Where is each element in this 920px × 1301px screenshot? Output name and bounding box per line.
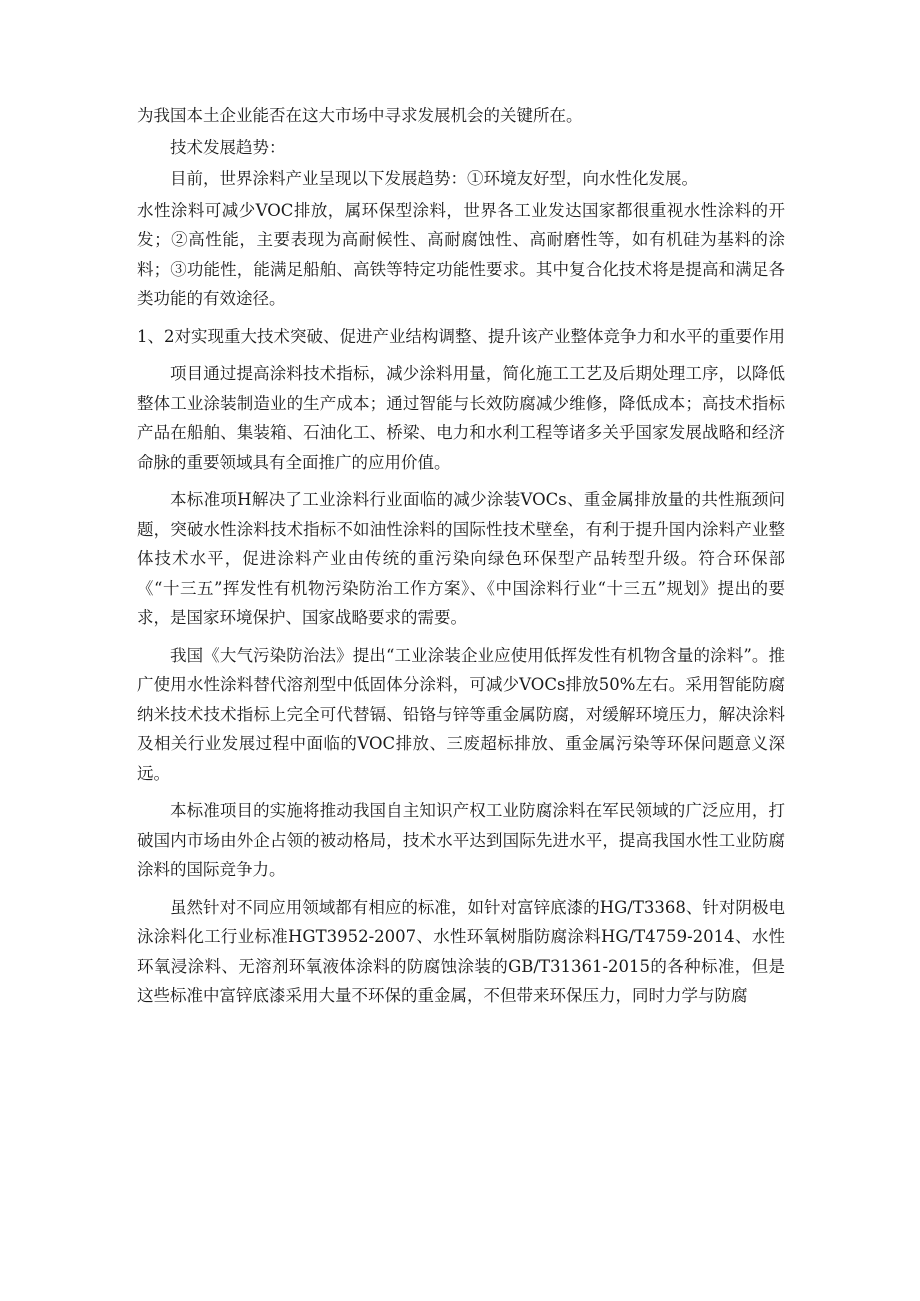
paragraph-standard-solves: 本标准项H解决了工业涂料行业面临的减少涂装VOCs、重金属排放量的共性瓶颈问题，突破水性涂料技术指标不如油性涂料的国际性技术壁垒，有利于提升国内涂料产业整体技术水平，促进涂料产业由传统的重污染向绿色环保型产品转型升级。符合环保部《“十三五”挥发性有机物污染防治工作方案》、《中国涂料行业“十三五”规划》提出的要求，是国家环境保护、国家战略要求的需要。 xyxy=(137,490,785,627)
paragraph-project-benefits: 项目通过提高涂料技术指标，减少涂料用量，简化施工工艺及后期处理工序，以降低整体工业涂装制造业的生产成本；通过智能与长效防腐减少维修，降低成本；高技术指标产品在船舶、集装箱、石油化工、桥梁、电力和水利工程等诸多关乎国家发展战略和经济命脉的重要领域具有全面推广的应用价值。 xyxy=(137,364,785,472)
paragraph-existing-standards: 虽然针对不同应用领域都有相应的标准，如针对富锌底漆的HG/T3368、针对阴极电泳涂料化工行业标准HGT3952-2007、水性环氧树脂防腐涂料HG/T4759-2014、水性环氧浸涂料、无溶剂环氧液体涂料的防腐蚀涂装的GB/T31361-2015的各种标准，但是这些标准中富锌底漆采用大量不环保的重金属，不但带来环保压力，同时力学与防腐 xyxy=(137,897,785,1005)
paragraph-implementation: 本标准项目的实施将推动我国自主知识产权工业防腐涂料在军民领域的广泛应用，打破国内市场由外企占领的被动格局，技术水平达到国际先进水平，提高我国水性工业防腐涂料的国际竞争力。 xyxy=(137,801,785,879)
paragraph-air-pollution-law: 我国《大气污染防治法》提出“工业涂装企业应使用低挥发性有机物含量的涂料”。推广使用水性涂料替代溶剂型中低固体分涂料，可减少VOCs排放50%左右。采用智能防腐纳米技术技术指标上完全可代替镉、铅铬与锌等重金属防腐，对缓解环境压力，解决涂料及相关行业发展过程中面临的VOC排放、三废超标排放、重金属污染等环保问题意义深远。 xyxy=(137,645,785,783)
paragraph-continuation: 为我国本土企业能否在这大市场中寻求发展机会的关键所在。 xyxy=(137,106,583,125)
paragraph-trend-detail: 水性涂料可减少VOC排放，属环保型涂料，世界各工业发达国家都很重视水性涂料的开发；②高性能，主要表现为高耐候性、高耐腐蚀性、高耐磨性等，如有机硅为基料的涂料；③功能性，能满足船舶、高铁等特定功能性要求。其中复合化技术将是提高和满足各类功能的有效途径。 xyxy=(137,200,785,308)
document-body xyxy=(137,101,785,1019)
section-heading-1-2: 1、2对实现重大技术突破、促进产业结构调整、提升该产业整体竞争力和水平的重要作用 xyxy=(137,326,785,346)
paragraph-trend-intro: 目前，世界涂料产业呈现以下发展趋势：①环境友好型，向水性化发展。 xyxy=(170,169,698,188)
section-label-tech-trend: 技术发展趋势： xyxy=(170,137,286,157)
